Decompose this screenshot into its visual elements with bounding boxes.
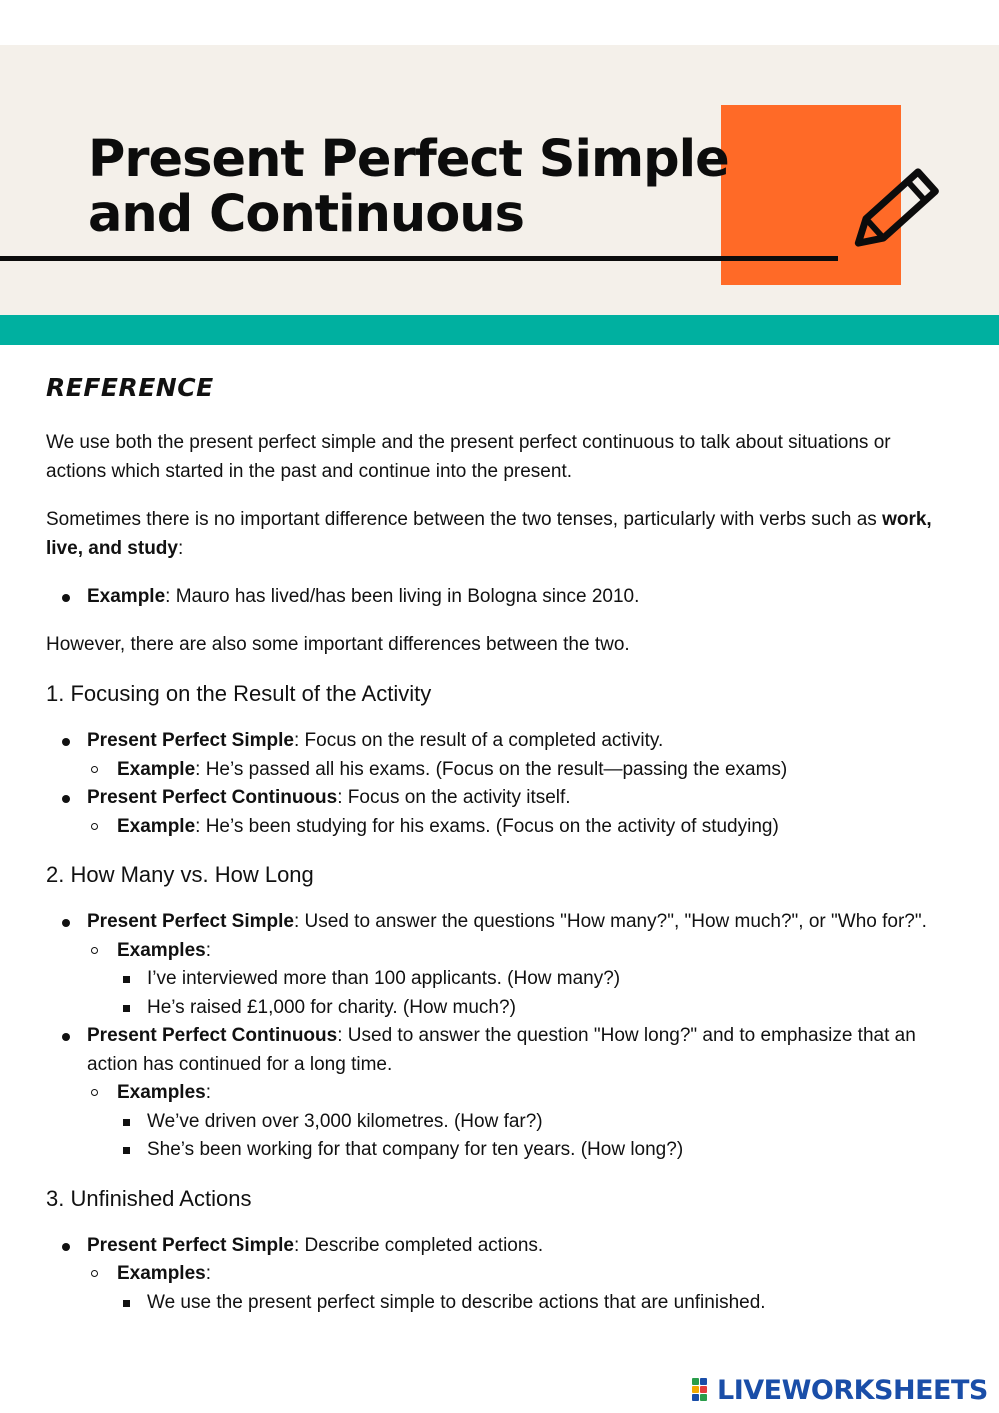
examples-label: Examples bbox=[117, 939, 206, 961]
section-1-heading: 1. Focusing on the Result of the Activity bbox=[46, 681, 432, 706]
title-line-1: Present Perfect Simple bbox=[88, 130, 729, 189]
example-list bbox=[117, 965, 956, 1022]
section-1-list bbox=[46, 727, 956, 841]
section-3-list bbox=[46, 1232, 956, 1318]
example-text: : He’s been studying for his exams. (Focus on the activity of studying) bbox=[195, 815, 779, 837]
continuous-label: Present Perfect Continuous bbox=[87, 1025, 338, 1046]
liveworksheets-logo[interactable] bbox=[692, 1374, 988, 1406]
examples-label: Examples bbox=[117, 1263, 206, 1284]
header-rule-line bbox=[0, 256, 838, 261]
title-line-2: and Continuous bbox=[88, 185, 524, 244]
list-item bbox=[46, 1022, 956, 1165]
section-2-heading: 2. How Many vs. How Long bbox=[46, 862, 314, 887]
list-item bbox=[46, 908, 956, 1022]
continuous-text: : Used to answer the question "How long?" and to emphasize that an action has continued for a long time. bbox=[87, 1025, 916, 1075]
sub-list bbox=[87, 756, 956, 785]
teal-band bbox=[0, 315, 999, 345]
section-2-list bbox=[46, 908, 956, 1165]
continuous-label: Present Perfect Continuous bbox=[87, 787, 338, 808]
list-item bbox=[46, 583, 956, 612]
colon: : bbox=[205, 939, 212, 961]
sub-list bbox=[87, 937, 956, 1023]
example-label: Example bbox=[117, 758, 196, 780]
list-item: I’ve interviewed more than 100 applicants. (How many?) bbox=[46, 965, 956, 994]
list-item bbox=[46, 1079, 956, 1165]
list-item bbox=[46, 1260, 956, 1317]
examples-label: Examples bbox=[117, 1082, 206, 1103]
section-3-heading: 3. Unfinished Actions bbox=[46, 1185, 252, 1211]
list-item: We use the present perfect simple to describe actions that are unfinished. bbox=[46, 1289, 956, 1318]
simple-text: : Describe completed actions. bbox=[293, 1234, 544, 1256]
example-text: : He’s passed all his exams. (Focus on the result—passing the exams) bbox=[195, 758, 788, 780]
list-item: She’s been working for that company for ten years. (How long?) bbox=[46, 1136, 956, 1165]
simple-text: : Used to answer the questions "How many?", "How much?", or "Who for?". bbox=[293, 911, 927, 932]
example-text: : Mauro has lived/has been living in Bologna since 2010. bbox=[165, 586, 640, 607]
intro-paragraph: We use both the present perfect simple and the present perfect continuous to talk about situations or actions which started in the past and continue into the present. bbox=[46, 432, 891, 482]
simple-text: : Focus on the result of a completed activity. bbox=[293, 730, 664, 751]
sub-list bbox=[87, 1079, 956, 1165]
page-title bbox=[88, 132, 729, 242]
general-example-list bbox=[46, 583, 956, 612]
list-item bbox=[46, 937, 956, 1023]
liveworksheets-logo-icon bbox=[692, 1378, 714, 1402]
sub-list bbox=[87, 1260, 956, 1317]
reference-heading: REFERENCE bbox=[46, 373, 214, 402]
simple-label: Present Perfect Simple bbox=[87, 730, 294, 751]
colon: : bbox=[205, 1263, 212, 1284]
however-paragraph: However, there are also some important differences between the two. bbox=[46, 633, 630, 655]
list-item: We’ve driven over 3,000 kilometres. (How far?) bbox=[46, 1108, 956, 1137]
no-difference-paragraph bbox=[46, 506, 956, 563]
example-label: Example bbox=[117, 815, 196, 837]
no-difference-colon: : bbox=[177, 537, 184, 559]
no-difference-text: Sometimes there is no important difference between the two tenses, particularly with verbs such as bbox=[46, 509, 883, 530]
example-list bbox=[117, 1289, 956, 1318]
pencil-icon bbox=[838, 158, 950, 264]
list-item bbox=[46, 756, 956, 785]
simple-label: Present Perfect Simple bbox=[87, 1234, 294, 1256]
logo-text: LIVEWORKSHEETS bbox=[717, 1374, 988, 1406]
example-list bbox=[117, 1108, 956, 1165]
verbs-list: work, live, and study bbox=[46, 509, 932, 559]
example-label: Example bbox=[87, 586, 166, 607]
colon: : bbox=[205, 1082, 212, 1103]
simple-label: Present Perfect Simple bbox=[87, 911, 294, 932]
list-item bbox=[46, 727, 956, 784]
document-body bbox=[46, 371, 956, 1336]
list-item bbox=[46, 813, 956, 842]
sub-list bbox=[87, 813, 956, 842]
list-item bbox=[46, 784, 956, 841]
list-item: He’s raised £1,000 for charity. (How much?) bbox=[46, 994, 956, 1023]
continuous-text: : Focus on the activity itself. bbox=[337, 787, 571, 808]
list-item bbox=[46, 1232, 956, 1318]
